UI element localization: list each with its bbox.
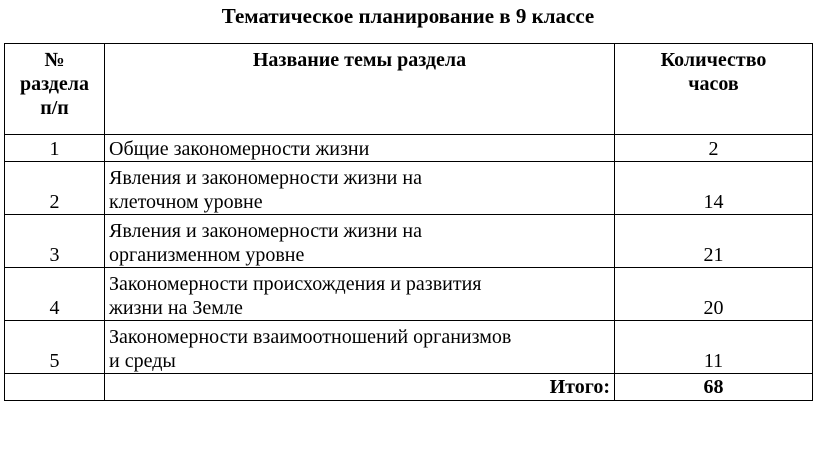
table-row [5, 135, 813, 162]
header-topic [105, 44, 615, 135]
document-title: Тематическое планирование в 9 классе [221, 4, 595, 28]
row-topic-line2: и среды [109, 350, 176, 372]
row-hours: 14 [615, 162, 813, 215]
row-topic [105, 321, 615, 374]
total-label: Итого: [105, 374, 615, 401]
header-hours-line1: Количество [660, 49, 767, 71]
row-number: 2 [5, 162, 105, 215]
table-header-row [5, 44, 813, 135]
row-hours: 11 [615, 321, 813, 374]
row-topic [105, 135, 615, 162]
table-row [5, 162, 813, 215]
table-row [5, 321, 813, 374]
row-hours: 21 [615, 215, 813, 268]
header-topic-label: Название темы раздела [252, 49, 467, 71]
row-topic-line1: Явления и закономерности жизни на [109, 220, 422, 242]
row-topic-line1: Закономерности взаимоотношений организмов [109, 326, 512, 348]
row-topic [105, 268, 615, 321]
header-hours-line2: часов [688, 73, 739, 95]
header-number-line1: № [44, 49, 65, 71]
row-number: 5 [5, 321, 105, 374]
total-row [5, 374, 813, 401]
header-number [5, 44, 105, 135]
row-topic [105, 162, 615, 215]
row-hours: 2 [615, 135, 813, 162]
row-topic [105, 215, 615, 268]
row-number: 1 [5, 135, 105, 162]
table-row [5, 215, 813, 268]
row-topic-line1: Явления и закономерности жизни на [109, 167, 422, 189]
row-topic-line1: Закономерности происхождения и развития [109, 273, 482, 295]
table-row [5, 268, 813, 321]
header-number-line3: п/п [40, 97, 69, 119]
row-number: 3 [5, 215, 105, 268]
row-hours: 20 [615, 268, 813, 321]
total-empty-cell [5, 374, 105, 401]
row-topic-line2: жизни на Земле [109, 297, 243, 319]
total-value: 68 [615, 374, 813, 401]
plan-table [4, 43, 813, 401]
row-number: 4 [5, 268, 105, 321]
row-topic-line1: Общие закономерности жизни [109, 138, 370, 160]
header-hours [615, 44, 813, 135]
row-topic-line2: клеточном уровне [109, 191, 263, 213]
row-topic-line2: организменном уровне [109, 244, 305, 266]
header-number-line2: раздела [19, 73, 89, 95]
